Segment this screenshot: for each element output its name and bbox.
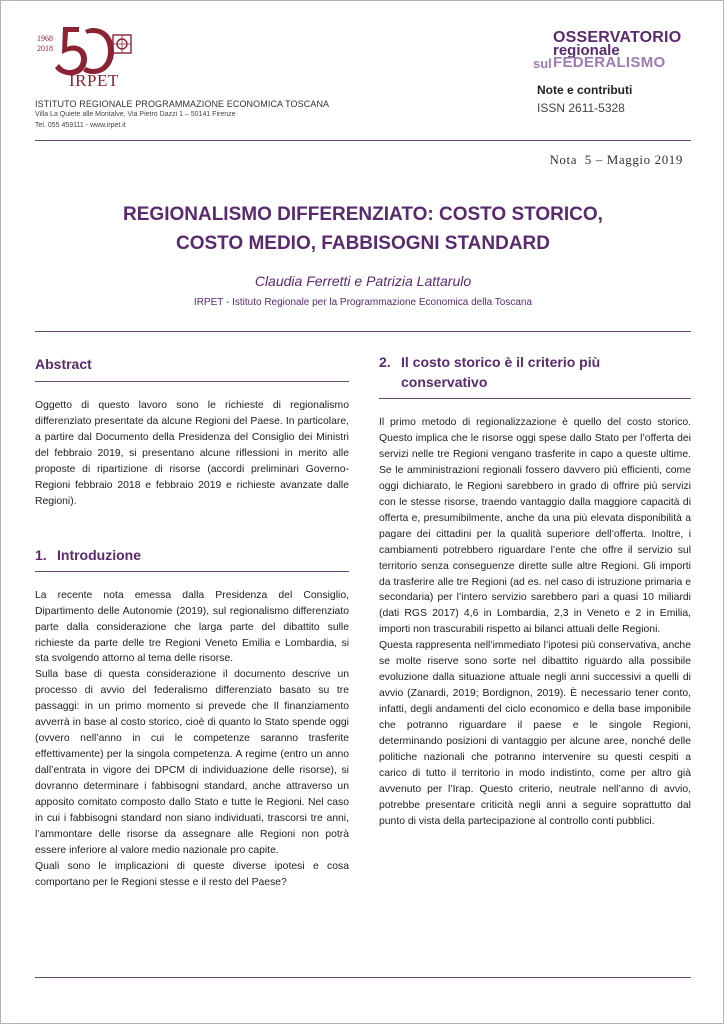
title-line-2: COSTO MEDIO, FABBISOGNI STANDARD bbox=[175, 233, 551, 254]
header-divider bbox=[35, 140, 691, 141]
observatory-line2: regionale bbox=[553, 42, 620, 59]
section2-title-line1: Il costo storico è il criterio più bbox=[401, 354, 601, 370]
series-name: Note e contributi bbox=[537, 83, 633, 97]
section1-paragraph: La recente nota emessa dalla Presidenza del Consiglio, Dipartimento delle Autonomie (2019), sul regionalismo differenziato parte dalla considerazione che larga parte del dibattito sulle richieste da parte delle tre Regioni Veneto Emilia e Lombardia, si sta svolgendo attorno al tema delle risorse. bbox=[35, 589, 349, 665]
section2-paragraph: Il primo metodo di regionalizzazione è quello del costo storico. Questo implica che le risorse oggi spese dallo Stato per l’offerta dei servizi nelle tre Regioni vengano trasferite in capo a queste ultime. Se le amministrazioni regionali fossero davvero più efficienti, come oggi dichiarato, le Regioni sarebbero in grado di offrire più servizi con le stesse risorse, traendo vantaggio dalla maggiore capacità di offerta e, presumibilmente, anche da una più elevata disponibilità a pagare dei cittadini per la qualità superiore dell’offerta. Inoltre, i cambiamenti potrebbero riguardare l’ente che offre il servizio sul territorio senza conseguenze dirette sulle altre Regioni. Gli importi da trasferire alle tre Regioni (ad es. nel caso di istruzione primaria e secondaria) per l’intero servizio sarebbero pari a quasi 10 miliardi (dati RGS 2017) 4,6 in Lombardia, 2,3 in Veneto e 2 in Emilia, importi non trascurabili rispetto ai bilanci attuali delle Regioni. bbox=[379, 417, 691, 636]
abstract-heading: Abstract bbox=[35, 346, 349, 382]
left-column bbox=[35, 346, 349, 891]
section2-title-line2: conservativo bbox=[401, 374, 488, 390]
section1-number: 1. bbox=[35, 546, 47, 563]
title-divider bbox=[35, 331, 691, 332]
right-column bbox=[379, 346, 691, 830]
section2-title bbox=[401, 352, 600, 392]
section1-paragraph: Sulla base di questa considerazione il documento descrive un processo di avvio del federalismo differenziato basato su tre passaggi: in un primo momento si prevede che Il finanziamento avverrà in base al costo storico, cioè di quanto lo Stato spende oggi (ovvero nell’anno in cui le competenze saranno trasferite effettivamente) per la singola competenza. A regime (entro un anno dall’entrata in vigore dei DPCM di individuazione delle risorse), si dovranno determinare i fabbisogni standard, anche attraverso un apposito comitato composto dallo Stato e tutte le Regioni. Nel caso in cui i fabbisogni standard non siano individuati, trascorsi tre anni, l’ammontare delle risorse da assegnare alle Regioni non potrà essere inferiore al valore medio nazionale pro capite. bbox=[35, 669, 349, 856]
note-number: Nota 5 – Maggio 2019 bbox=[549, 152, 683, 167]
observatory-line3a: sul bbox=[533, 56, 552, 71]
observatory-line3b: FEDERALISMO bbox=[553, 54, 666, 71]
section2-paragraph: Questa rappresenta nell’immediato l’ipotesi più conservativa, anche se molte riserve sono sorte nel dibattito riguardo alla possibile evoluzione dalla situazione attuale negli anni successivi a quelli di avvio (Zanardi, 2019; Bordignon, 2019). È necessario tener conto, infatti, degli andamenti del ciclo economico e della base imponibile che potranno riguardare il paese e le singole Regioni, determinando posizioni di vantaggio per alcune aree, nonché delle politiche nazionali che potranno intervenire su questi cespiti a carico di tutto il territorio in modo indistinto, come per altro già avvenuto per l’Irap. Questo criterio, neutrale nell’anno di avvio, potrebbe presentare criticità negli anni a seguire soprattutto dal punto di vista della partecipazione al controllo conti pubblici. bbox=[379, 640, 691, 827]
logo-year-start: 1968 bbox=[37, 34, 53, 43]
observatory-line1: OSSERVATORIO bbox=[553, 29, 682, 46]
digit-five-shape bbox=[55, 27, 87, 75]
section1-heading bbox=[35, 536, 349, 572]
section1-title: Introduzione bbox=[57, 546, 141, 563]
institute-contact: Tel. 055 459111 - www.irpet.it bbox=[35, 122, 126, 129]
affiliation: IRPET - Istituto Regionale per la Programmazione Economica della Toscana bbox=[193, 297, 533, 308]
title-line-1: REGIONALISMO DIFFERENZIATO: COSTO STORICO, bbox=[123, 204, 603, 225]
abstract-text: Oggetto di questo lavoro sono le richieste di regionalismo differenziato presentate da alcune Regioni del Paese. In particolare, a partire dal Documento della Presidenza del Consiglio dei Ministri del febbraio 2019, si presentano alcune riflessioni in merito alle proposte di ripartizione di risorse (accordi preliminari Governo-Regioni febbraio 2018 e febbraio 2019 e richieste avanzate dalle Regioni). bbox=[35, 400, 349, 507]
logo-brand: IRPET bbox=[69, 71, 119, 90]
footer-divider bbox=[35, 977, 691, 978]
authors: Claudia Ferretti e Patrizia Lattarulo bbox=[254, 273, 472, 289]
page-title bbox=[35, 200, 691, 258]
section1-paragraph: Quali sono le implicazioni di queste diverse ipotesi e cosa comportano per le Regioni stesse e il resto del Paese? bbox=[35, 860, 349, 888]
emblem-icon bbox=[113, 35, 131, 53]
issn: ISSN 2611-5328 bbox=[537, 101, 625, 115]
section2-heading bbox=[379, 346, 691, 399]
section2-number: 2. bbox=[379, 354, 391, 370]
digit-zero-shape bbox=[83, 28, 114, 74]
observatory-logo bbox=[531, 29, 701, 77]
institute-address: Villa La Quiete alle Montalve, Via Pietro Dazzi 1 – 50141 Firenze bbox=[35, 111, 236, 118]
logo-year-end: 2018 bbox=[37, 44, 53, 53]
institute-name: ISTITUTO REGIONALE PROGRAMMAZIONE ECONOMICA TOSCANA bbox=[35, 99, 330, 109]
